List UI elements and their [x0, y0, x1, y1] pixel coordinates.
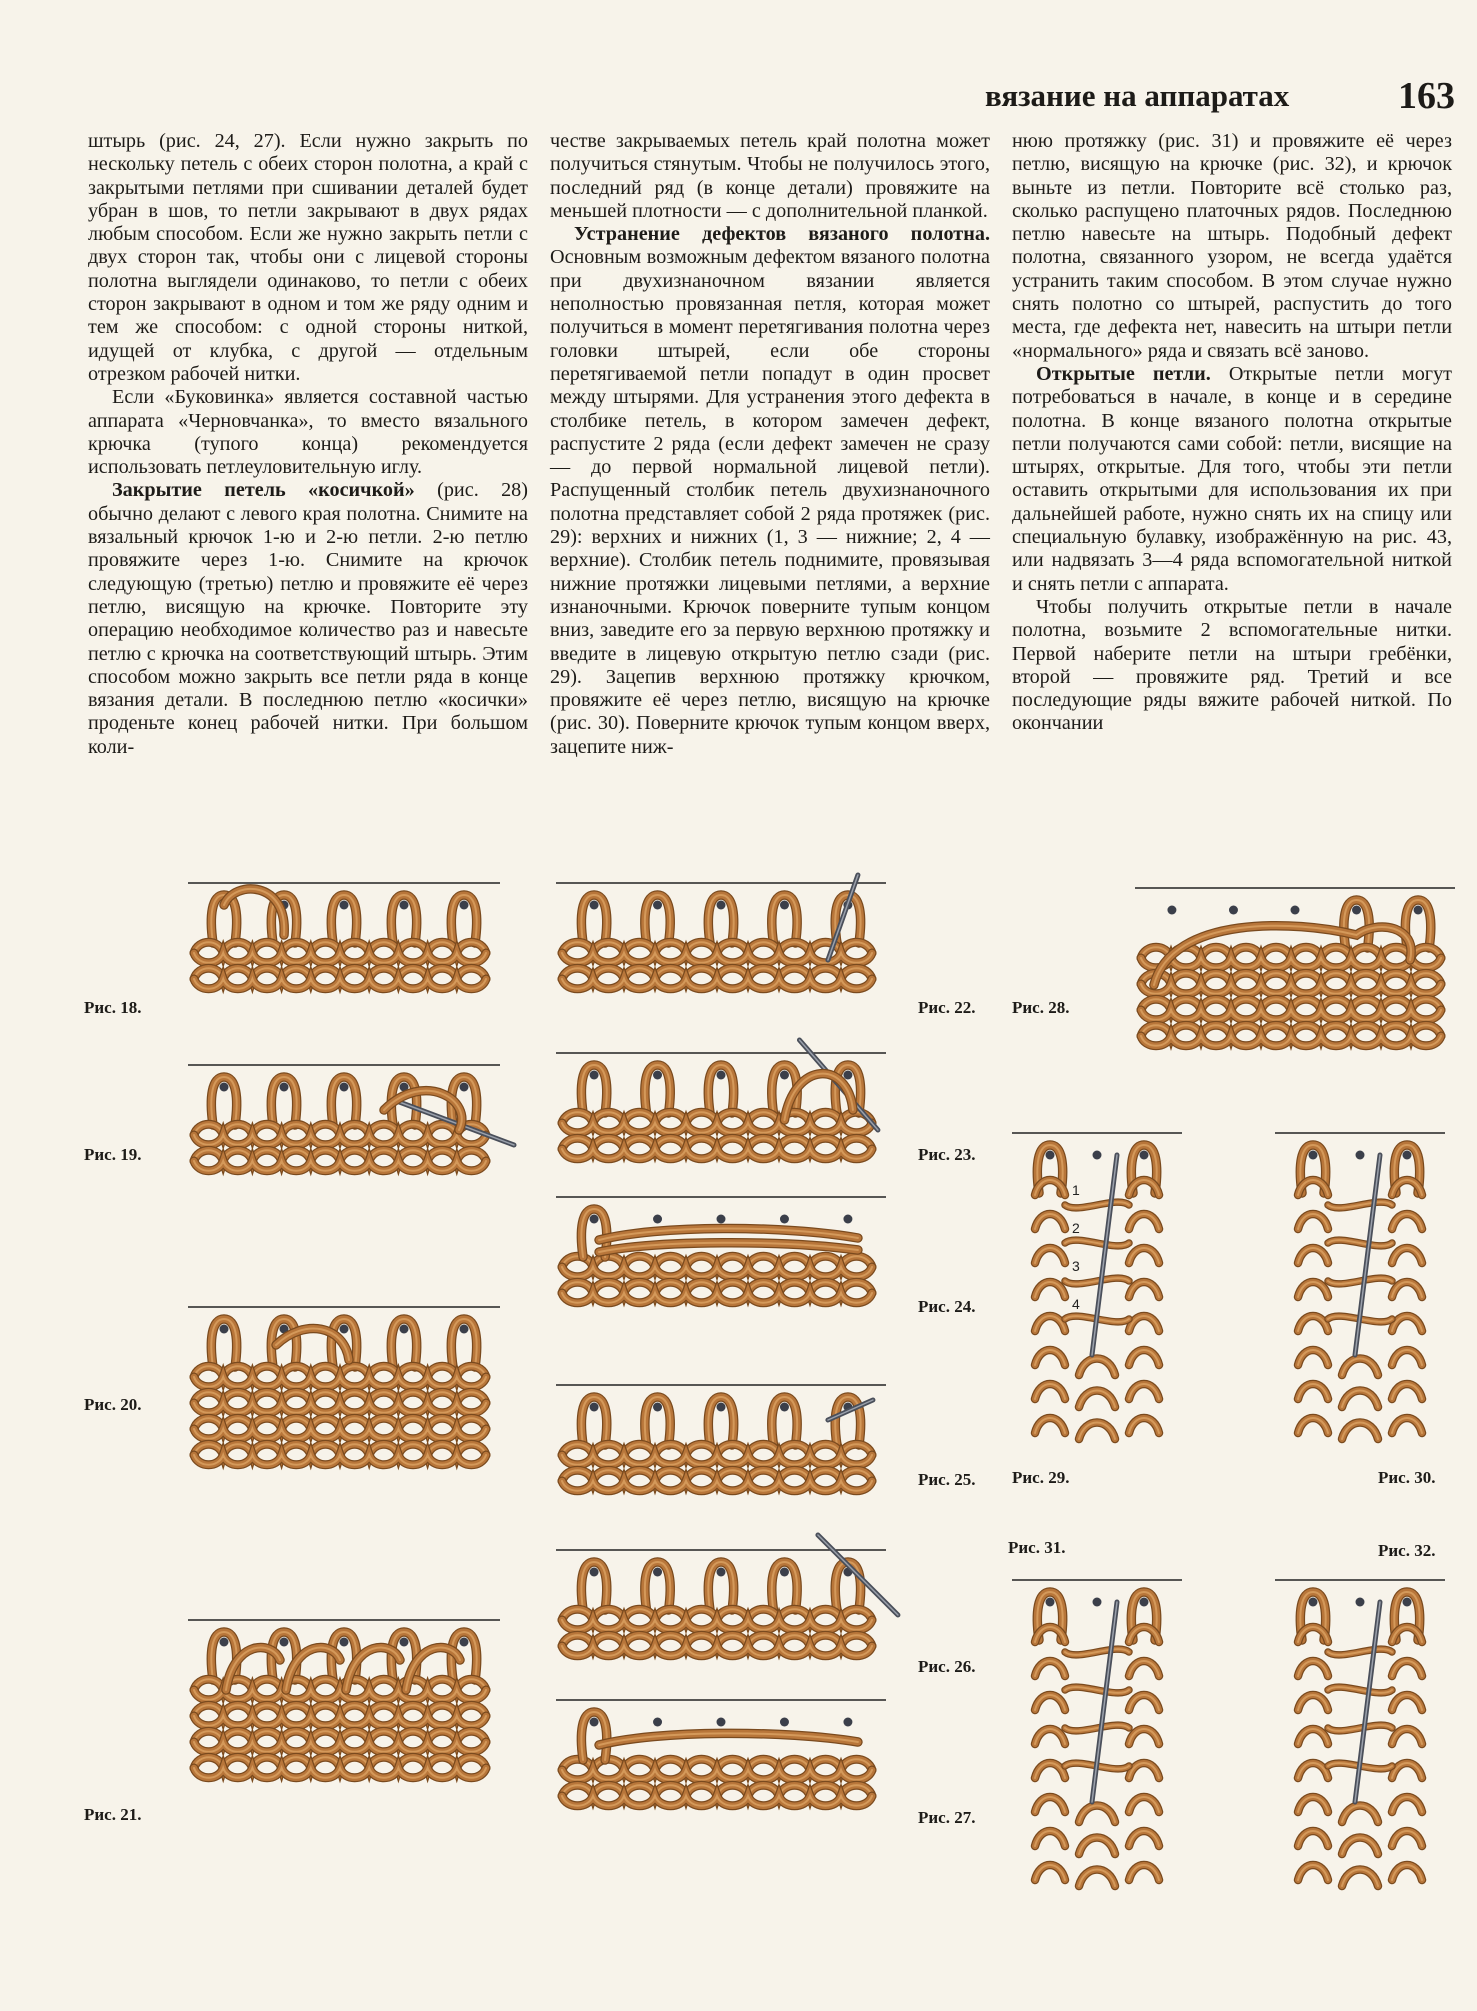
- fig-18-caption: Рис. 18.: [84, 998, 142, 1017]
- paragraph-text: (рис. 28) обычно делают с левого края полотна. Снимите на вязальный крючок 1-ю и 2-ю петли. 2-ю петлю провяжите через 1-ю. Снимите на крючок следующую (третью) петлю и провяжите её через петлю, висящую на крючке. Повторите эту операцию необходимое количество раз и навесьте петлю с крючка на соответствующий штырь. Этим способом можно закрыть все петли ряда в конце вязания детали. В последнюю петлю «косички» проденьте конец рабочей нитки. При большом коли-: [88, 479, 528, 758]
- fig-28-caption: Рис. 28.: [1012, 998, 1070, 1017]
- fig-25-caption: Рис. 25.: [918, 1470, 976, 1489]
- fig-29-label: 1: [1072, 1182, 1080, 1198]
- paragraph: штырь (рис. 24, 27). Если нужно закрыть по нескольку петель с обеих сторон полотна, а край с закрытыми петлями при сшивании деталей будет убран в шов, то петли закрывают в двух рядах любым способом. Если же нужно закрыть петли с двух сторон так, чтобы они с лицевой стороны полотна выглядели одинаково, то петли с обеих сторон закрывают в одном и том же ряду одним и тем же способом: с одной стороны ниткой, идущей от клубка, с другой — отдельным отрезком рабочей нитки.: [88, 130, 528, 385]
- fig-29-caption: Рис. 29.: [1012, 1468, 1070, 1487]
- fig-27-caption: Рис. 27.: [918, 1808, 976, 1827]
- fig-21-caption: Рис. 21.: [84, 1805, 142, 1824]
- running-title: вязание на аппаратах: [985, 78, 1290, 113]
- paragraph: Если «Буковинка» является составной частью аппарата «Черновчанка», то вместо вязального крючка (тупого конца) рекомендуется использовать петлеуловительную иглу.: [88, 386, 528, 479]
- paragraph-text: Основным возможным дефектом вязаного полотна при двухизнаночном вязании является неполностью провязанная петля, которая может получиться в момент перетягивания полотна через головки штырей, если обе стороны перетягиваемой петли попадут в один просвет между штырями. Для устранения этого дефекта в столбике петель, в котором замечен дефект, распустите 2 ряда (если дефект замечен не сразу — до первой нормальной лицевой петли). Распущенный столбик петель двухизнаночного полотна представляет собой 2 ряда протяжек (рис. 29): верхних и нижних (1, 3 — нижние; 2, 4 — верхние). Столбик петель поднимите, провязывая нижние протяжки лицевыми петлями, а верхние изнаночными. Крючок поверните тупым концом вниз, заведите его за первую верхнюю протяжку и введите в лицевую открытую петлю сзади (рис. 29). Зацепив верхнюю протяжку крючком, провяжите её через петлю, висящую на крючке (рис. 30). Поверните крючок тупым концом вверх, зацепите ниж-: [550, 246, 990, 758]
- fig-20-caption: Рис. 20.: [84, 1395, 142, 1414]
- fig-29-label: 4: [1072, 1296, 1080, 1312]
- fig-31-caption: Рис. 31.: [1008, 1538, 1066, 1557]
- fig-29-label: 2: [1072, 1220, 1080, 1236]
- paragraph-text: Открытые петли могут потребоваться в начале, в конце и в середине полотна. В конце вязаного полотна открытые петли получаются сами собой: петли, висящие на штырях, открытые. Для того, чтобы эти петли оставить открытыми для использования их при дальнейшей работе, нужно снять их на спицу или специальную булавку, изображённую на рис. 43, или надвязать 3—4 ряда вспомогательной ниткой и снять петли с аппарата.: [1012, 362, 1452, 595]
- paragraph: нюю протяжку (рис. 31) и провяжите её через петлю, висящую на крючке (рис. 32), и крючок выньте из петли. Повторите всё столько раз, сколько распущено платочных рядов. Последнюю петлю навесьте на штырь. Подобный дефект полотна, связанного узором, не всегда удаётся устранить таким способом. В этом случае нужно снять полотно со штырей, распустить до того места, где дефекта нет, навесить на штыри петли «нормального» ряда и связать всё заново.: [1012, 130, 1452, 362]
- paragraph: честве закрываемых петель край полотна может получиться стянутым. Чтобы не получилось этого, последний ряд (в конце детали) провяжите на меньшей плотности — с дополнительной планкой.: [550, 130, 990, 222]
- fig-30-caption: Рис. 30.: [1378, 1468, 1436, 1487]
- section-heading: Закрытие петель «косичкой»: [112, 479, 415, 502]
- fig-29-label: 3: [1072, 1258, 1080, 1274]
- fig-24-caption: Рис. 24.: [918, 1297, 976, 1316]
- page-number: 163: [1398, 75, 1455, 117]
- fig-23-caption: Рис. 23.: [918, 1145, 976, 1164]
- fig-19-caption: Рис. 19.: [84, 1145, 142, 1164]
- fig-26-caption: Рис. 26.: [918, 1657, 976, 1676]
- section-heading: Открытые петли.: [1036, 362, 1211, 385]
- fig-22-caption: Рис. 22.: [918, 998, 976, 1017]
- paragraph: Чтобы получить открытые петли в начале полотна, возьмите 2 вспомогательные нитки. Первой наберите петли на штыри гребёнки, второй — провяжите ряд. Третий и все последующие ряды вяжите рабочей ниткой. По окончании: [1012, 595, 1452, 735]
- fig-32-caption: Рис. 32.: [1378, 1541, 1436, 1560]
- section-heading: Устранение дефектов вязаного полотна.: [574, 223, 990, 246]
